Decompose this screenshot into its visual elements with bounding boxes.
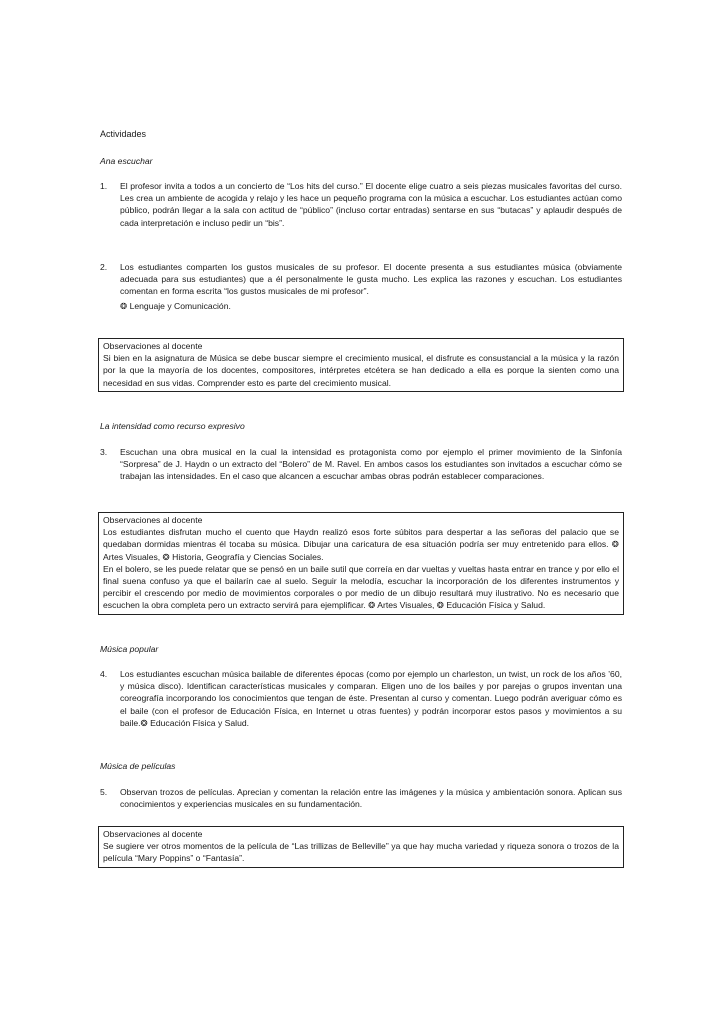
activity-number: 1. bbox=[100, 181, 108, 191]
note-paragraph: Si bien en la asignatura de Música se debe buscar siempre el crecimiento musical, el disfrute es consustancial a la música y la razón por la que la mayoría de los docentes, compositores, intérpretes etcétera se han dedicado a ella es porque la sienten como una necesidad en sus vidas. Comprender esto es parte del crecimiento musical. bbox=[103, 353, 619, 388]
teacher-note-box bbox=[98, 826, 624, 868]
section-title: La intensidad como recurso expresivo bbox=[100, 421, 245, 431]
note-title: Observaciones al docente bbox=[103, 341, 203, 351]
activity-text: Observan trozos de películas. Aprecian y comentan la relación entre las imágenes y la música y ambientación sonora. Aplican sus conocimientos y experiencias musicales en su fundamentación. bbox=[120, 787, 622, 810]
teacher-note-box bbox=[98, 338, 624, 392]
note-title: Observaciones al docente bbox=[103, 829, 203, 839]
activity-text: El profesor invita a todos a un concierto de “Los hits del curso.” El docente elige cuatro a seis piezas musicales favoritas del curso. Les crea un ambiente de acogida y relajo y les hace un pequeño programa con la música a escuchar. Los estudiantes actúan como público, podrán llegar a la sala con actitud de “público” (incluso cortar entradas) sentarse en sus “butacas” y aplaudir después de cada interpretación e incluso pedir un “bis”. bbox=[120, 181, 622, 228]
activity-number: 2. bbox=[100, 262, 108, 272]
page-heading: Actividades bbox=[100, 129, 147, 139]
section-title: Ana escuchar bbox=[100, 156, 153, 166]
note-title: Observaciones al docente bbox=[103, 515, 203, 525]
activity-item bbox=[100, 261, 622, 312]
activity-text: Los estudiantes escuchan música bailable de diferentes épocas (como por ejemplo un charleston, un twist, un rock de los años ’60, y música disco). Identifican características musicales y comparan. Eligen uno de los bailes y por parejas o grupos inventan una coreografía incorporando los conocimientos que tengan de éste. Presentan al curso y comentan. Luego podrán averiguar cómo es el baile (con el profesor de Educación Física, en Internet u otras fuentes) y podrán incorporar estos pasos y movimientos a su baile.❂ Educación Física y Salud. bbox=[120, 669, 622, 728]
subject-crossref: ❂ Lenguaje y Comunicación. bbox=[120, 300, 231, 311]
note-paragraph: En el bolero, se les puede relatar que se pensó en un baile sutil que correía en dar vueltas y vueltas hasta entrar en trance y por ello el final suena confuso ya que el bailarín cae al suelo. Seguir la melodía, escuchar la incorporación de los diferentes instrumentos y percibir el crescendo por medio de movimientos corporales o por medio de un dibujo resultará muy ilustrativo. No es necesario que escuchen la obra completa pero un extracto servirá para ejemplificar. ❂ Artes Visuales, ❂ Educación Física y Salud. bbox=[103, 563, 619, 611]
activity-number: 4. bbox=[100, 669, 108, 679]
activity-item bbox=[100, 446, 622, 483]
section-title: Música popular bbox=[100, 644, 159, 654]
activity-number: 5. bbox=[100, 787, 108, 797]
teacher-note-box bbox=[98, 512, 624, 615]
activity-text: Escuchan una obra musical en la cual la intensidad es protagonista como por ejemplo el primer movimiento de la Sinfonía “Sorpresa” de J. Haydn o un extracto del “Bolero” de M. Ravel. En ambos casos los estudiantes son invitados a escuchar cómo se trabajan las intensidades. En el caso que alcancen a escuchar ambas obras podrán establecer comparaciones. bbox=[120, 447, 622, 482]
section-title: Música de películas bbox=[100, 761, 176, 771]
note-paragraph: Los estudiantes disfrutan mucho el cuento que Haydn realizó esos forte súbitos para despertar a las señoras del palacio que se quedaban dormidas mientras él tocaba su música. Dibujar una caricatura de esa situación podría ser muy entretenido para ellos. ❂ Artes Visuales, ❂ Historia, Geografía y Ciencias Sociales. bbox=[103, 527, 619, 562]
activity-number: 3. bbox=[100, 447, 108, 457]
activity-item bbox=[100, 668, 622, 729]
activity-item bbox=[100, 180, 622, 229]
activity-text: Los estudiantes comparten los gustos musicales de su profesor. El docente presenta a sus estudiantes música (obviamente adecuada para sus estudiantes) que a él personalmente le gusta mucho. Les explica las razones y escuchan. Los estudiantes comentan en forma escrita “los gustos musicales de mi profesor”. bbox=[120, 262, 622, 297]
activity-item bbox=[100, 786, 622, 810]
note-paragraph: Se sugiere ver otros momentos de la película de “Las trillizas de Belleville” ya que hay mucha variedad y riqueza sonora o trozos de la película “Mary Poppins” o “Fantasía”. bbox=[103, 841, 619, 864]
